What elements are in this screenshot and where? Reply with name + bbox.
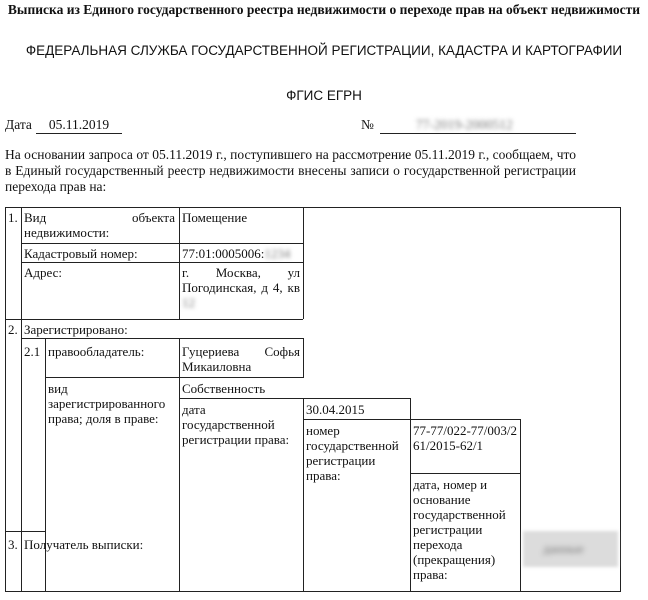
- right-type-label: вид зарегистрированного права; доля в праве:: [48, 381, 166, 426]
- date-label: Дата: [5, 117, 32, 132]
- object-type-label: Вид объекта недвижимости:: [24, 210, 175, 240]
- object-type-value: Помещение: [182, 210, 248, 225]
- recipient-label: Получатель выписки:: [24, 537, 144, 552]
- address-hidden: 12: [182, 295, 195, 310]
- address-label: Адрес:: [24, 265, 62, 280]
- holder-value: Гуцериева Софья Микаиловна: [182, 344, 300, 374]
- cadastral-number: 77:01:0005006:: [182, 246, 265, 261]
- cadastral-hidden: 1234: [264, 246, 291, 261]
- agency-name: ФЕДЕРАЛЬНАЯ СЛУЖБА ГОСУДАРСТВЕННОЙ РЕГИСТРАЦИИ, КАДАСТРА И КАРТОГРАФИИ: [25, 43, 623, 58]
- registered-label: Зарегистрировано:: [24, 322, 128, 337]
- cadastral-value: [182, 246, 290, 261]
- document-title: Выписка из Единого государственного реестра недвижимости о переходе прав на объект недвижимости: [7, 2, 641, 17]
- row3-number: 3.: [8, 537, 18, 552]
- row2-number: 2.: [8, 322, 18, 337]
- number-value: 77-2019-2000512: [416, 117, 513, 132]
- intro-paragraph: На основании запроса от 05.11.2019 г., поступившего на рассмотрение 05.11.2019 г., сообщаем, что в Единый государственный реестр недвижимости внесены записи о государственной регистрации перехода прав на:: [5, 147, 576, 194]
- reg-number-label: номер государственной регистрации права:: [306, 423, 399, 483]
- holder-label: правообладатель:: [48, 344, 145, 359]
- address-text: г. Москва, ул Погодинская, д 4, кв: [182, 265, 300, 295]
- transfer-label: дата, номер и основание государственной регистрации перехода (прекращения) права:: [413, 477, 506, 582]
- sub-number: 2.1: [24, 344, 41, 359]
- reg-date-value: 30.04.2015: [306, 402, 365, 417]
- number-field: [380, 117, 576, 134]
- row1-number: 1.: [8, 210, 18, 225]
- date-value: 05.11.2019: [36, 117, 122, 134]
- cadastral-label: Кадастровый номер:: [24, 246, 138, 261]
- number-label: №: [361, 117, 374, 132]
- right-type-value: Собственность: [182, 381, 266, 396]
- reg-number-value: 77-77/022-77/003/261/2015-62/1: [413, 423, 517, 453]
- transfer-hidden: данные: [543, 541, 584, 556]
- system-name: ФГИС ЕГРН: [286, 88, 362, 103]
- reg-date-label: дата государственной регистрации права:: [182, 402, 290, 447]
- address-value: [182, 265, 300, 310]
- transfer-value-redacted: [523, 531, 618, 567]
